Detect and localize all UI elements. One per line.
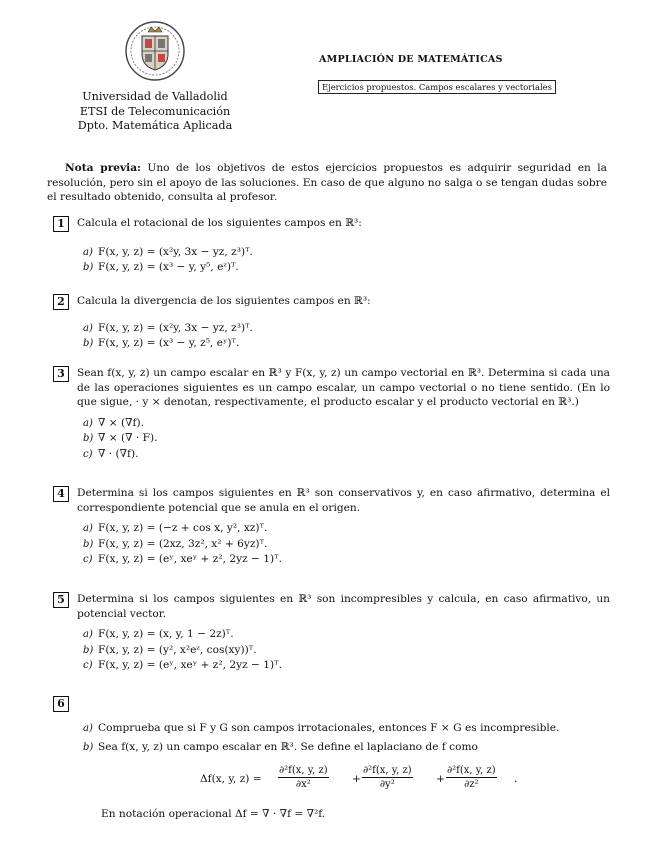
formula-lhs: Δf(x, y, z) =	[200, 773, 262, 785]
exercise-number: 1	[53, 216, 69, 232]
document-title: AMPLIACIÓN DE MATEMÁTICAS	[319, 54, 503, 65]
school-name: ETSI de Telecomunicación	[79, 104, 231, 118]
exercise-2	[50, 294, 610, 352]
preliminary-note	[47, 161, 607, 205]
exercise-3	[50, 366, 610, 462]
exercise-number: 6	[53, 696, 69, 712]
note-label: Nota previa:	[65, 162, 141, 174]
plus-sign: +	[436, 773, 445, 785]
exercise-statement: Calcula el rotacional de los siguientes campos en ℝ³:	[77, 217, 362, 229]
fraction-x: $\frac{\text{∂²f(x, y, z)}}{\text{∂x²}}$	[279, 765, 328, 790]
exercise-number: 3	[53, 366, 69, 382]
exercise-statement: Calcula la divergencia de los siguientes campos en ℝ³:	[77, 295, 371, 307]
list-item: a) ∇ × (∇f).	[83, 416, 144, 429]
list-item: b) F(x, y, z) = (x³ − y, z⁵, eʸ)ᵀ.	[83, 337, 240, 349]
list-item: c) F(x, y, z) = (eʸ, xeʸ + z², 2yz − 1)ᵀ.	[83, 553, 282, 565]
department-name: Dpto. Matemática Aplicada	[77, 119, 233, 132]
operational-notation: En notación operacional Δf = ∇ · ∇f = ∇²f.	[101, 808, 326, 820]
list-item: a) F(x, y, z) = (x²y, 3x − yz, z³)ᵀ.	[83, 321, 253, 334]
list-item: c) F(x, y, z) = (eʸ, xeʸ + z², 2yz − 1)ᵀ.	[83, 659, 282, 671]
university-name: Universidad de Valladolid	[82, 90, 228, 103]
document-subtitle: Ejercicios propuestos. Campos escalares y vectoriales	[318, 80, 556, 94]
list-item: a) F(x, y, z) = (x²y, 3x − yz, z³)ᵀ.	[83, 245, 253, 258]
exercise-4	[50, 486, 610, 568]
fraction-z: $\frac{\text{∂²f(x, y, z)}}{\text{∂z²}}$	[447, 765, 496, 790]
exercise-statement	[77, 697, 80, 709]
exercise-number: 4	[53, 486, 69, 502]
exercise-number: 5	[53, 592, 69, 608]
note-text: Uno de los objetivos de estos ejercicios propuestos es adquirir seguridad en la resolución, pero sin el apoyo de las soluciones. En caso de que alguno no salga o se tengan dudas sobre el resultado obtenido, consulta al profesor.	[47, 162, 607, 203]
list-item: b) ∇ × (∇ · F).	[83, 432, 158, 444]
formula-period: .	[514, 773, 518, 785]
exercise-5	[50, 592, 610, 674]
exercise-number: 2	[53, 294, 69, 310]
institution-block	[70, 90, 240, 134]
exercise-6	[50, 696, 610, 756]
list-item: b) Sea f(x, y, z) un campo escalar en ℝ³. Se define el laplaciano de f como	[83, 741, 478, 753]
fraction-y: $\frac{\text{∂²f(x, y, z)}}{\text{∂y²}}$	[363, 765, 412, 790]
university-seal-icon	[124, 20, 186, 82]
list-item: b) F(x, y, z) = (x³ − y, y⁵, eᶻ)ᵀ.	[83, 261, 239, 273]
exercise-statement: Determina si los campos siguientes en ℝ³ son conservativos y, en caso afirmativo, determina el correspondiente potencial que se anula en el origen.	[77, 487, 610, 514]
list-item: a) F(x, y, z) = (−z + cos x, y², xz)ᵀ.	[83, 522, 268, 534]
list-item: c) ∇ · (∇f).	[83, 447, 139, 460]
list-item: a) Comprueba que si F y G son campos irrotacionales, entonces F × G es incompresible.	[83, 721, 560, 734]
plus-sign: +	[352, 773, 361, 785]
list-item: b) F(x, y, z) = (y², x²eᶻ, cos(xy))ᵀ.	[83, 643, 257, 656]
list-item: a) F(x, y, z) = (x, y, 1 − 2z)ᵀ.	[83, 628, 234, 640]
exercise-statement: Determina si los campos siguientes en ℝ³ son incompresibles y calcula, en caso afirmativo, un potencial vector.	[77, 593, 610, 620]
list-item: b) F(x, y, z) = (2xz, 3z², x² + 6yz)ᵀ.	[83, 537, 268, 550]
exercise-statement: Sean f(x, y, z) un campo escalar en ℝ³ y F(x, y, z) un campo vectorial en ℝ³. Determina si cada una de las operaciones siguientes es un campo escalar, un campo vectorial o no tiene sentido. (En lo que sigue, · y × denotan, respectivamente, el producto escalar y el producto vectorial en ℝ³.)	[77, 367, 610, 408]
exercise-1	[50, 216, 610, 276]
